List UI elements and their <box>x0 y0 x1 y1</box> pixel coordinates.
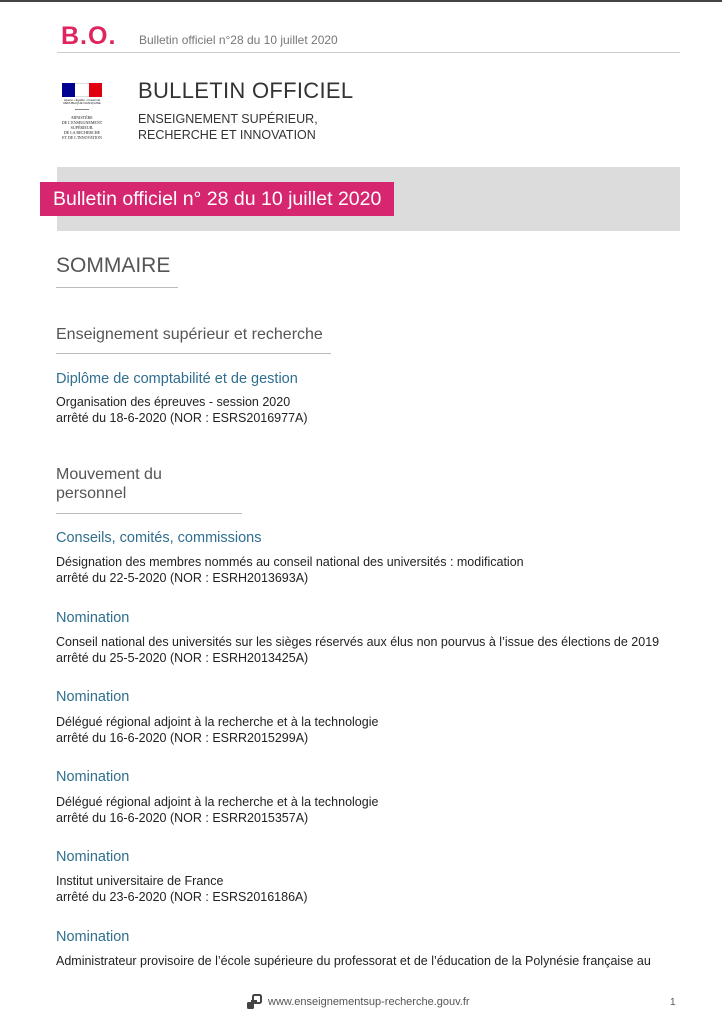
bo-logo: B.O. <box>61 22 117 50</box>
footer-url-text[interactable]: www.enseignementsup-recherche.gouv.fr <box>268 996 470 1008</box>
entry-reference: arrêté du 18-6-2020 (NOR : ESRS2016977A) <box>56 411 308 425</box>
entry-description[interactable] <box>56 634 686 666</box>
section-divider <box>56 513 242 514</box>
sommaire-heading: SOMMAIRE <box>56 254 171 277</box>
masthead-ministry-line: ENSEIGNEMENT SUPÉRIEUR, <box>138 112 318 126</box>
ministry-logo-line: ET DE L'INNOVATION <box>62 135 102 140</box>
entry-title[interactable]: Délégué régional adjoint à la recherche et à la technologie <box>56 715 379 729</box>
masthead-ministry <box>138 111 398 143</box>
masthead-title: BULLETIN OFFICIEL <box>138 78 354 103</box>
entry-description[interactable] <box>56 714 686 746</box>
section-title-line: Mouvement du <box>56 466 162 483</box>
entry-title[interactable]: Délégué régional adjoint à la recherche et à la technologie <box>56 795 379 809</box>
entry-description[interactable] <box>56 873 686 905</box>
section-title: Enseignement supérieur et recherche <box>56 326 323 343</box>
entry-description[interactable] <box>56 794 686 826</box>
page-number: 1 <box>670 997 676 1008</box>
entry-category[interactable]: Diplôme de comptabilité et de gestion <box>56 371 298 387</box>
top-border <box>0 0 722 2</box>
entry-description[interactable] <box>56 953 686 969</box>
section-title <box>56 465 162 503</box>
entry-category[interactable]: Nomination <box>56 610 130 626</box>
entry-reference: arrêté du 25-5-2020 (NOR : ESRH2013425A) <box>56 651 309 665</box>
link-icon <box>246 994 262 1010</box>
entry-reference: arrêté du 22-5-2020 (NOR : ESRH2013693A) <box>56 571 309 585</box>
entry-title[interactable]: Conseil national des universités sur les sièges réservés aux élus non pourvus à l’issue des élections de 2019 <box>56 635 660 649</box>
entry-title[interactable]: Organisation des épreuves - session 2020 <box>56 395 291 409</box>
section-title-line: personnel <box>56 485 127 502</box>
ministry-logo-line: SUPÉRIEUR, <box>70 125 94 130</box>
republic-motto: Liberté • Égalité • Fraternité RÉPUBLIQUE FRANÇAISE <box>63 98 101 105</box>
entry-description[interactable] <box>56 394 686 426</box>
french-flag-icon <box>62 83 102 97</box>
running-header-title: Bulletin officiel n°28 du 10 juillet 2020 <box>139 33 338 47</box>
issue-title: Bulletin officiel n° 28 du 10 juillet 2020 <box>40 182 394 216</box>
flag-white <box>75 83 88 97</box>
entry-category[interactable]: Nomination <box>56 849 130 865</box>
flag-blue <box>62 83 75 97</box>
entry-category[interactable]: Conseils, comités, commissions <box>56 530 262 546</box>
ministry-logo-line: DE L'ENSEIGNEMENT <box>61 120 103 125</box>
logo-divider <box>75 109 89 110</box>
marianne-logo <box>57 78 107 144</box>
entry-category[interactable]: Nomination <box>56 929 130 945</box>
entry-reference: arrêté du 16-6-2020 (NOR : ESRR2015357A) <box>56 811 309 825</box>
entry-title[interactable]: Institut universitaire de France <box>56 874 224 888</box>
entry-title[interactable]: Désignation des membres nommés au conseil national des universités : modification <box>56 555 524 569</box>
section-divider <box>56 353 331 354</box>
entry-description[interactable] <box>56 554 686 586</box>
masthead-ministry-line: RECHERCHE ET INNOVATION <box>138 128 316 142</box>
entry-title[interactable]: Administrateur provisoire de l’école supérieure du professorat et de l’éducation de la Polynésie française au <box>56 954 651 968</box>
entry-reference: arrêté du 23-6-2020 (NOR : ESRS2016186A) <box>56 890 308 904</box>
flag-red <box>89 83 102 97</box>
ministry-logo-line: MINISTÈRE <box>71 115 93 120</box>
ministry-logo-text <box>57 115 107 140</box>
ministry-logo-line: DE LA RECHERCHE <box>63 130 101 135</box>
entry-category[interactable]: Nomination <box>56 689 130 705</box>
running-header <box>57 20 680 53</box>
footer-link[interactable] <box>246 994 470 1010</box>
entry-category[interactable]: Nomination <box>56 769 130 785</box>
entry-reference: arrêté du 16-6-2020 (NOR : ESRR2015299A) <box>56 731 309 745</box>
sommaire-divider <box>56 287 178 288</box>
